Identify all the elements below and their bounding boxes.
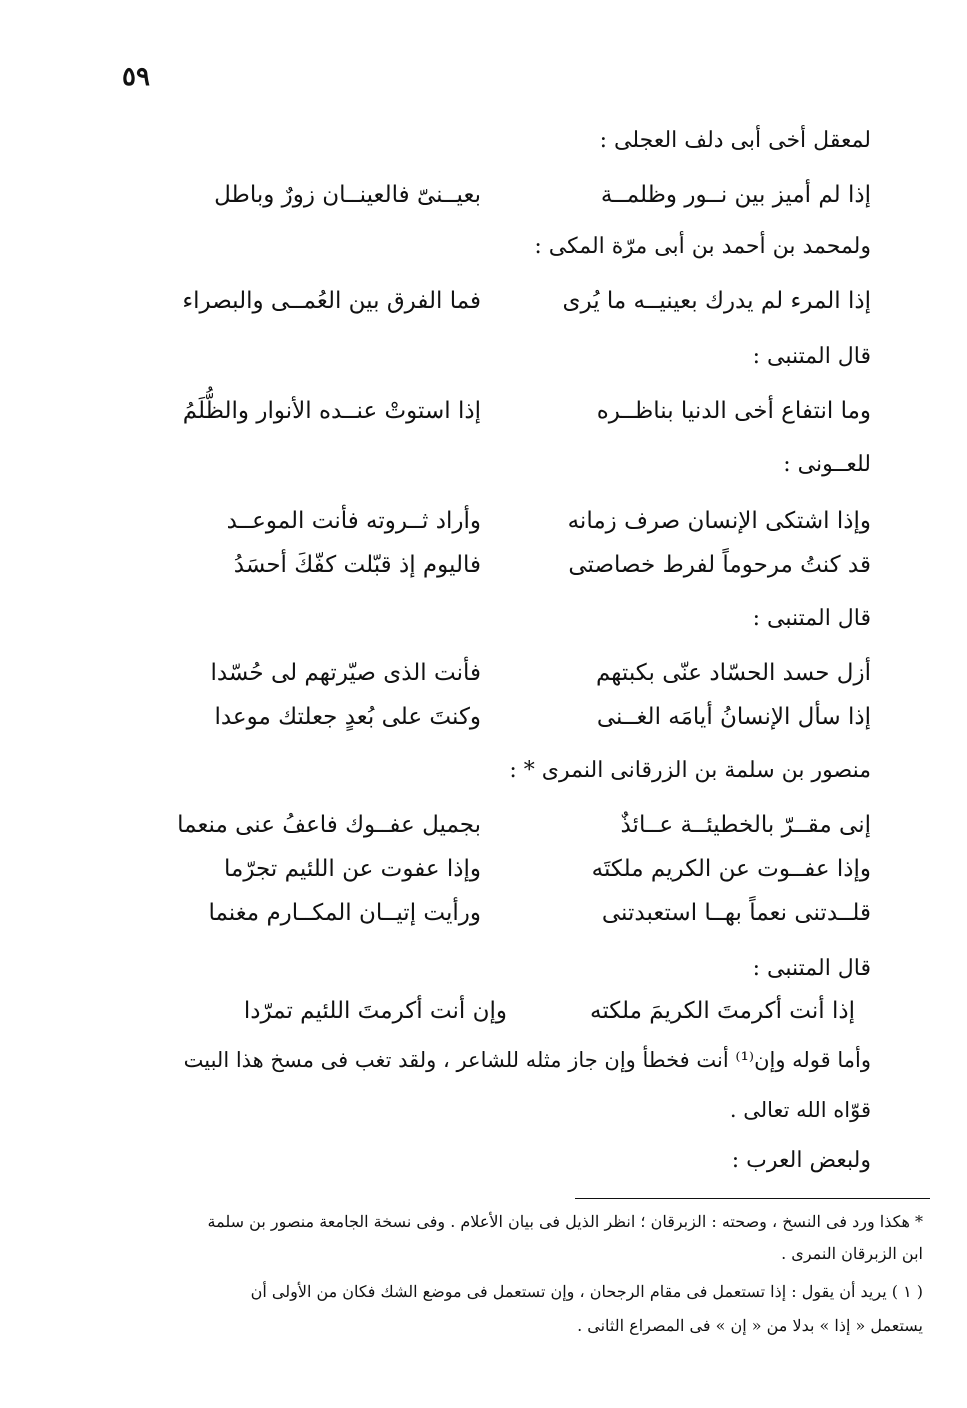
verse-first-hemistich: وما انتفاع أخى الدنيا بناظــره <box>596 398 871 424</box>
verse-second-hemistich: وأراد ثــروته فأنت الموعــد <box>226 508 481 534</box>
verse-second-hemistich: وإن أنت أكرمتَ اللئيم تمرّدا <box>243 998 507 1024</box>
verse-second-hemistich: وإذا عفوت عن اللئيم تجرّما <box>224 856 481 882</box>
prose-line: قوّاه الله تعالى . <box>729 1098 871 1122</box>
verse-first-hemistich: وإذا اشتكى الإنسان صرف زمانه <box>567 508 871 534</box>
verse-first-hemistich: إذا لم أميز بين نــور وظلمــة <box>600 182 871 208</box>
verse-first-hemistich: إذا أنت أكرمتَ الكريمَ ملكته <box>590 998 855 1024</box>
poet-heading: قال المتنبى : <box>752 956 871 981</box>
footnote-line: يستعمل « إذا » بدلا من « إن » فى المصراع الثانى . <box>577 1316 923 1335</box>
verse-second-hemistich: فما الفرق بين العُمــى والبصراء <box>182 288 481 314</box>
verse-second-hemistich: إذا استوتْ عنــده الأنوار والظُّلَمُ <box>182 398 481 424</box>
verse-second-hemistich: فاليوم إذ قبّلت كفّكَ أحسَدُ <box>233 552 481 578</box>
poet-heading: للعــونى : <box>783 452 871 477</box>
poet-heading: ولبعض العرب : <box>731 1148 871 1173</box>
verse-first-hemistich: وإذا عفــوت عن الكريم ملكتَه <box>591 856 871 882</box>
poet-heading: ولمحمد بن أحمد بن أبى مرّة المكى : <box>534 234 871 259</box>
footnote-line: * هكذا ورد فى النسخ ، وصحته : الزبرقان ؛ انظر الذيل فى بيان الأعلام . وفى نسخة الجامعة منصور بن سلمة <box>207 1212 923 1231</box>
verse-first-hemistich: أزل حسد الحسّاد عنّى بكبتهم <box>595 660 871 686</box>
verse-first-hemistich: إنى مقــرّ بالخطيئــة عــائذٌ <box>620 812 871 838</box>
poet-heading: قال المتنبى : <box>752 606 871 631</box>
poet-heading: منصور بن سلمة بن الزرقانى النمرى * : <box>509 758 871 783</box>
verse-second-hemistich: فأنت الذى صيّرتهم لى حُسّدا <box>210 660 481 686</box>
poet-heading: قال المتنبى : <box>752 344 871 369</box>
verse-first-hemistich: قد كنتُ مرحوماً لفرط خصاصتى <box>568 552 871 578</box>
verse-second-hemistich: بجميل عفــوك فاعفُ عنى منعما <box>177 812 481 838</box>
verse-first-hemistich: إذا المرء لم يدرك بعينيــه ما يُرى <box>562 288 871 314</box>
footnote-divider <box>575 1198 930 1199</box>
verse-second-hemistich: ورأيت إتيــان المكــارم مغنما <box>208 900 481 926</box>
footnote-line: ابن الزبرقان النمرى . <box>781 1244 923 1263</box>
verse-first-hemistich: إذا سأل الإنسانُ أيامَه الغــنى <box>596 704 871 730</box>
page-number: ٥٩ <box>122 62 150 92</box>
verse-second-hemistich: بعيــنىّ فالعينــان زورٌ وباطل <box>214 182 481 208</box>
verse-first-hemistich: قلــدتنى نعماً بهــا استعبدتنى <box>601 900 871 926</box>
poet-heading: لمعقل أخى أبى دلف العجلى : <box>599 128 871 153</box>
verse-second-hemistich: وكنتَ على بُعدٍ جعلتك موعدا <box>214 704 481 730</box>
footnote-line: ( ١ ) يريد أن يقول : إذا تستعمل فى مقام الرجحان ، وإن تستعمل فى موضع الشك فكان من الأولى أن <box>250 1282 923 1301</box>
prose-line: وأما قوله وإن⁽¹⁾ أنت فخطأ وإن جاز مثله للشاعر ، ولقد تغب فى مسخ هذا البيت <box>183 1048 871 1072</box>
